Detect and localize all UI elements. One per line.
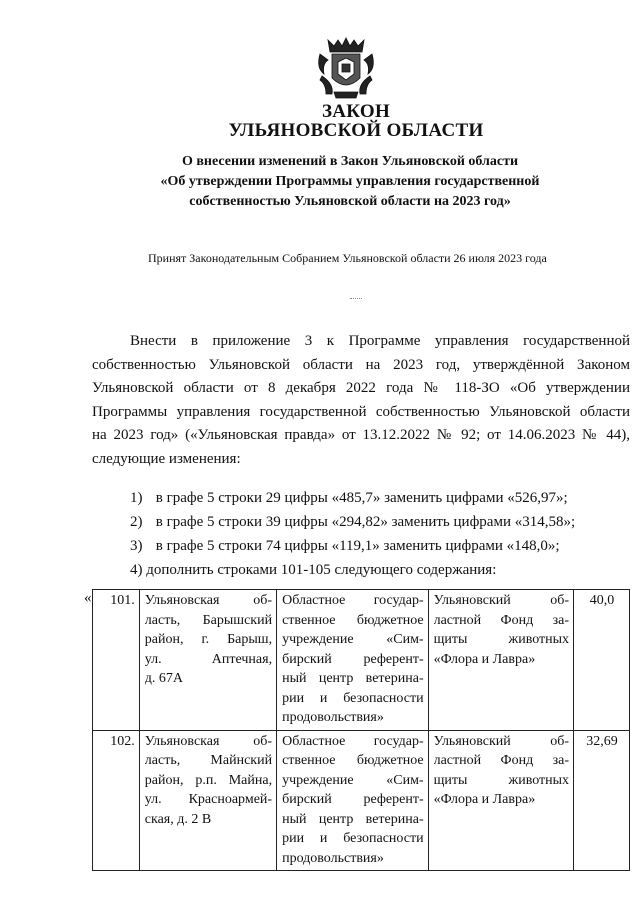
cell-line: ный центр ветерина-	[282, 811, 424, 827]
cell-line: Ульяновский об-	[433, 593, 570, 608]
subtitle-line: О внесении изменений в Закон Ульяновской области	[181, 154, 519, 169]
subtitle-line: «Об утверждении Программы управления государственной	[160, 174, 540, 189]
list-item	[130, 534, 575, 558]
cell-line: д. 67А	[144, 671, 184, 686]
cell-line: бирский референт-	[282, 792, 424, 807]
list-item	[130, 486, 575, 510]
area-value: 32,69	[586, 733, 618, 749]
paragraph-line: Внести в приложение 3 к Программе управления государственной	[130, 333, 630, 349]
adoption-note: Принят Законодательным Собранием Ульяновской области 26 июля 2023 года	[148, 251, 547, 265]
cell-line: Ульяновская об-	[144, 733, 273, 749]
cell-line: ластной Фонд за-	[433, 612, 570, 628]
area-value: 40,0	[589, 593, 615, 608]
organization-cell	[277, 730, 429, 871]
value-cell	[574, 590, 630, 731]
item-number: 2)	[130, 514, 143, 530]
property-table	[92, 589, 630, 871]
value-cell	[574, 730, 630, 871]
item-number: 4)	[130, 562, 143, 578]
fund-cell	[428, 730, 573, 871]
list-item	[130, 558, 575, 582]
item-text: в графе 5 строки 29 цифры «485,7» заменить цифрами «526,97»;	[155, 490, 568, 506]
cell-line: «Флора и Лавра»	[433, 792, 536, 807]
paragraph-line: следующие изменения:	[92, 450, 241, 467]
title-line-2: УЛЬЯНОВСКОЙ ОБЛАСТИ	[228, 120, 484, 141]
paragraph-line: собственностью Ульяновской области на 2023 год, утверждённой Законом	[92, 356, 630, 373]
cell-line: ственное бюджетное	[282, 612, 424, 628]
subtitle	[120, 152, 580, 212]
item-number: 3)	[130, 538, 143, 554]
cell-line: продовольствия»	[282, 850, 384, 866]
list-item	[130, 510, 575, 534]
title-line-1: ЗАКОН	[321, 101, 391, 122]
subtitle-line: собственностью Ульяновской области на 2023 год»	[189, 194, 511, 209]
row-number-cell	[93, 730, 140, 871]
intro-paragraph	[92, 330, 630, 471]
organization-cell	[277, 590, 429, 731]
paragraph-line: на 2023 год» («Ульяновская правда» от 13.12.2022 № 92; от 14.06.2023 № 44),	[92, 427, 630, 443]
amendment-list	[130, 486, 575, 582]
paragraph-line: Программы управления государственной собственностью Ульяновской области	[92, 403, 630, 420]
cell-line: щиты животных	[433, 772, 570, 788]
scan-mark	[350, 298, 362, 299]
address-cell	[139, 590, 276, 731]
address-cell	[139, 730, 276, 871]
cell-line: Областное государ-	[282, 733, 424, 749]
cell-line: ственное бюджетное	[282, 753, 424, 768]
cell-line: район, р.п. Майна,	[144, 772, 273, 788]
item-text: дополнить строками 101-105 следующего содержания:	[146, 562, 497, 578]
cell-line: Ульяновская об-	[144, 593, 273, 608]
cell-line: ул. Красноармей-	[144, 792, 273, 807]
row-number: 101.	[110, 593, 135, 608]
cell-line: Областное государ-	[282, 593, 424, 608]
row-number-cell	[93, 590, 140, 731]
item-text: в графе 5 строки 39 цифры «294,82» заменить цифрами «314,58»;	[155, 514, 576, 530]
item-number: 1)	[130, 490, 143, 506]
opening-quote: «	[84, 590, 92, 606]
cell-line: учреждение «Сим-	[282, 772, 424, 788]
cell-line: учреждение «Сим-	[282, 632, 424, 647]
table-row	[93, 590, 630, 731]
cell-line: Ульяновский об-	[433, 733, 570, 749]
cell-line: щиты животных	[433, 632, 570, 647]
cell-line: район, г. Барыш,	[144, 632, 273, 647]
cell-line: ный центр ветерина-	[282, 671, 424, 686]
cell-line: ластной Фонд за-	[433, 753, 570, 768]
cell-line: ская, д. 2 В	[144, 811, 212, 827]
table-row	[93, 730, 630, 871]
cell-line: бирский референт-	[282, 651, 424, 667]
paragraph-line: Ульяновской области от 8 декабря 2022 года № 118-ЗО «Об утверждении	[92, 380, 630, 396]
cell-line: ласть, Майнский	[144, 753, 273, 768]
cell-line: ласть, Барышский	[144, 612, 273, 628]
cell-line: рии и безопасности	[282, 690, 424, 706]
item-text: в графе 5 строки 74 цифры «119,1» заменить цифрами «148,0»;	[155, 538, 560, 554]
cell-line: «Флора и Лавра»	[433, 651, 536, 667]
fund-cell	[428, 590, 573, 731]
cell-line: рии и безопасности	[282, 831, 424, 846]
cell-line: ул. Аптечная,	[144, 651, 273, 667]
coat-of-arms-icon	[314, 34, 378, 100]
cell-line: продовольствия»	[282, 710, 384, 725]
row-number: 102.	[110, 733, 135, 749]
